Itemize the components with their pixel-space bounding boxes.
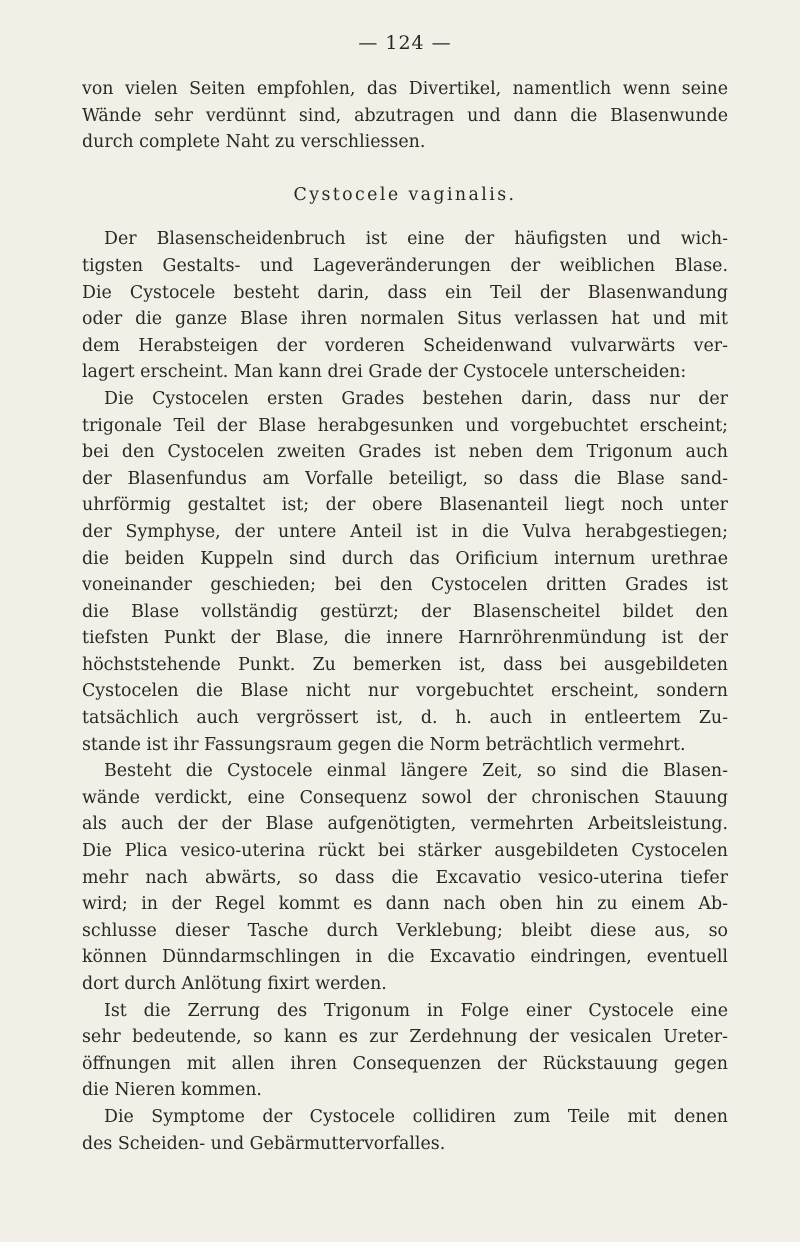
text-line: Die Plica vesico-uterina rückt bei stärker ausgebildeten Cystocelen <box>82 841 728 862</box>
text-line: wände verdickt, eine Consequenz sowol der chronischen Stauung <box>82 787 728 808</box>
text-line: Ist die Zerrung des Trigonum in Folge einer Cystocele eine <box>104 1000 728 1021</box>
text-line: tatsächlich auch vergrössert ist, d. h. auch in entleertem Zu- <box>82 708 728 729</box>
text-line: tigsten Gestalts- und Lageveränderungen der weiblichen Blase. <box>82 255 728 276</box>
text-line: tiefsten Punkt der Blase, die innere Harnröhrenmündung ist der <box>82 628 728 649</box>
text-line: uhrförmig gestaltet ist; der obere Blasenanteil liegt noch unter <box>82 495 728 516</box>
text-line: durch complete Naht zu verschliessen. <box>82 132 426 153</box>
text-line: oder die ganze Blase ihren normalen Situs verlassen hat und mit <box>82 309 728 330</box>
text-line: dem Herabsteigen der vorderen Scheidenwand vulvarwärts ver- <box>82 335 728 356</box>
text-line: dort durch Anlötung fixirt werden. <box>82 974 387 994</box>
text-line: schlusse dieser Tasche durch Verklebung; bleibt diese aus, so <box>82 920 728 941</box>
text-line: Besteht die Cystocele einmal längere Zeit, so sind die Blasen- <box>104 761 728 782</box>
book-page <box>82 30 728 1157</box>
text-line: stande ist ihr Fassungsraum gegen die Norm beträchtlich vermehrt. <box>82 734 686 755</box>
text-line: Die Symptome der Cystocele collidiren zum Teile mit denen <box>104 1106 728 1127</box>
text-line: bei den Cystocelen zweiten Grades ist neben dem Trigonum auch <box>82 442 728 463</box>
paragraph-trigonum <box>82 998 728 1104</box>
paragraph-grades <box>82 386 728 758</box>
text-line: höchststehende Punkt. Zu bemerken ist, dass bei ausgebildeten <box>82 654 728 675</box>
text-line: mehr nach abwärts, so dass die Excavatio vesico-uterina tiefer <box>82 867 728 888</box>
text-line: Die Cystocelen ersten Grades bestehen darin, dass nur der <box>104 388 728 409</box>
text-line: können Dünndarmschlingen in die Excavatio eindringen, eventuell <box>82 947 728 968</box>
text-line: die beiden Kuppeln sind durch das Orificium internum urethrae <box>82 548 728 569</box>
text-line: Die Cystocele besteht darin, dass ein Teil der Blasenwandung <box>82 282 728 303</box>
text-line: die Blase vollständig gestürzt; der Blasenscheitel bildet den <box>82 601 728 622</box>
text-line: des Scheiden- und Gebärmuttervorfalles. <box>82 1133 446 1154</box>
text-line: wird; in der Regel kommt es dann nach oben hin zu einem Ab- <box>82 894 728 915</box>
intro-paragraph <box>82 76 728 156</box>
page-number: — 124 — <box>358 32 452 54</box>
text-line: Wände sehr verdünnt sind, abzutragen und dann die Blasenwunde <box>82 105 728 126</box>
text-line: von vielen Seiten empfohlen, das Divertikel, namentlich wenn seine <box>82 79 728 99</box>
text-line: der Blasenfundus am Vorfalle beteiligt, so dass die Blase sand- <box>82 468 728 489</box>
text-line: sehr bedeutende, so kann es zur Zerdehnung der vesicalen Ureter- <box>82 1027 728 1048</box>
paragraph-symptoms <box>82 1104 728 1157</box>
text-line: der Symphyse, der untere Anteil ist in die Vulva herabgestiegen; <box>82 521 728 542</box>
text-line: öffnungen mit allen ihren Consequenzen der Rückstauung gegen <box>82 1053 728 1074</box>
section-heading: Cystocele vaginalis. <box>293 184 517 205</box>
text-line: voneinander geschieden; bei den Cystocelen dritten Grades ist <box>82 575 728 596</box>
paragraph-definition <box>82 226 728 386</box>
paragraph-chronic <box>82 758 728 997</box>
text-line: Cystocelen die Blase nicht nur vorgebuchtet erscheint, sondern <box>82 681 728 702</box>
text-line: als auch der der Blase aufgenötigten, vermehrten Arbeitsleistung. <box>82 814 728 835</box>
text-line: lagert erscheint. Man kann drei Grade der Cystocele unterscheiden: <box>82 362 687 383</box>
text-line: die Nieren kommen. <box>82 1080 262 1101</box>
text-line: Der Blasenscheidenbruch ist eine der häufigsten und wich- <box>104 229 728 250</box>
text-line: trigonale Teil der Blase herabgesunken und vorgebuchtet erscheint; <box>82 415 728 436</box>
